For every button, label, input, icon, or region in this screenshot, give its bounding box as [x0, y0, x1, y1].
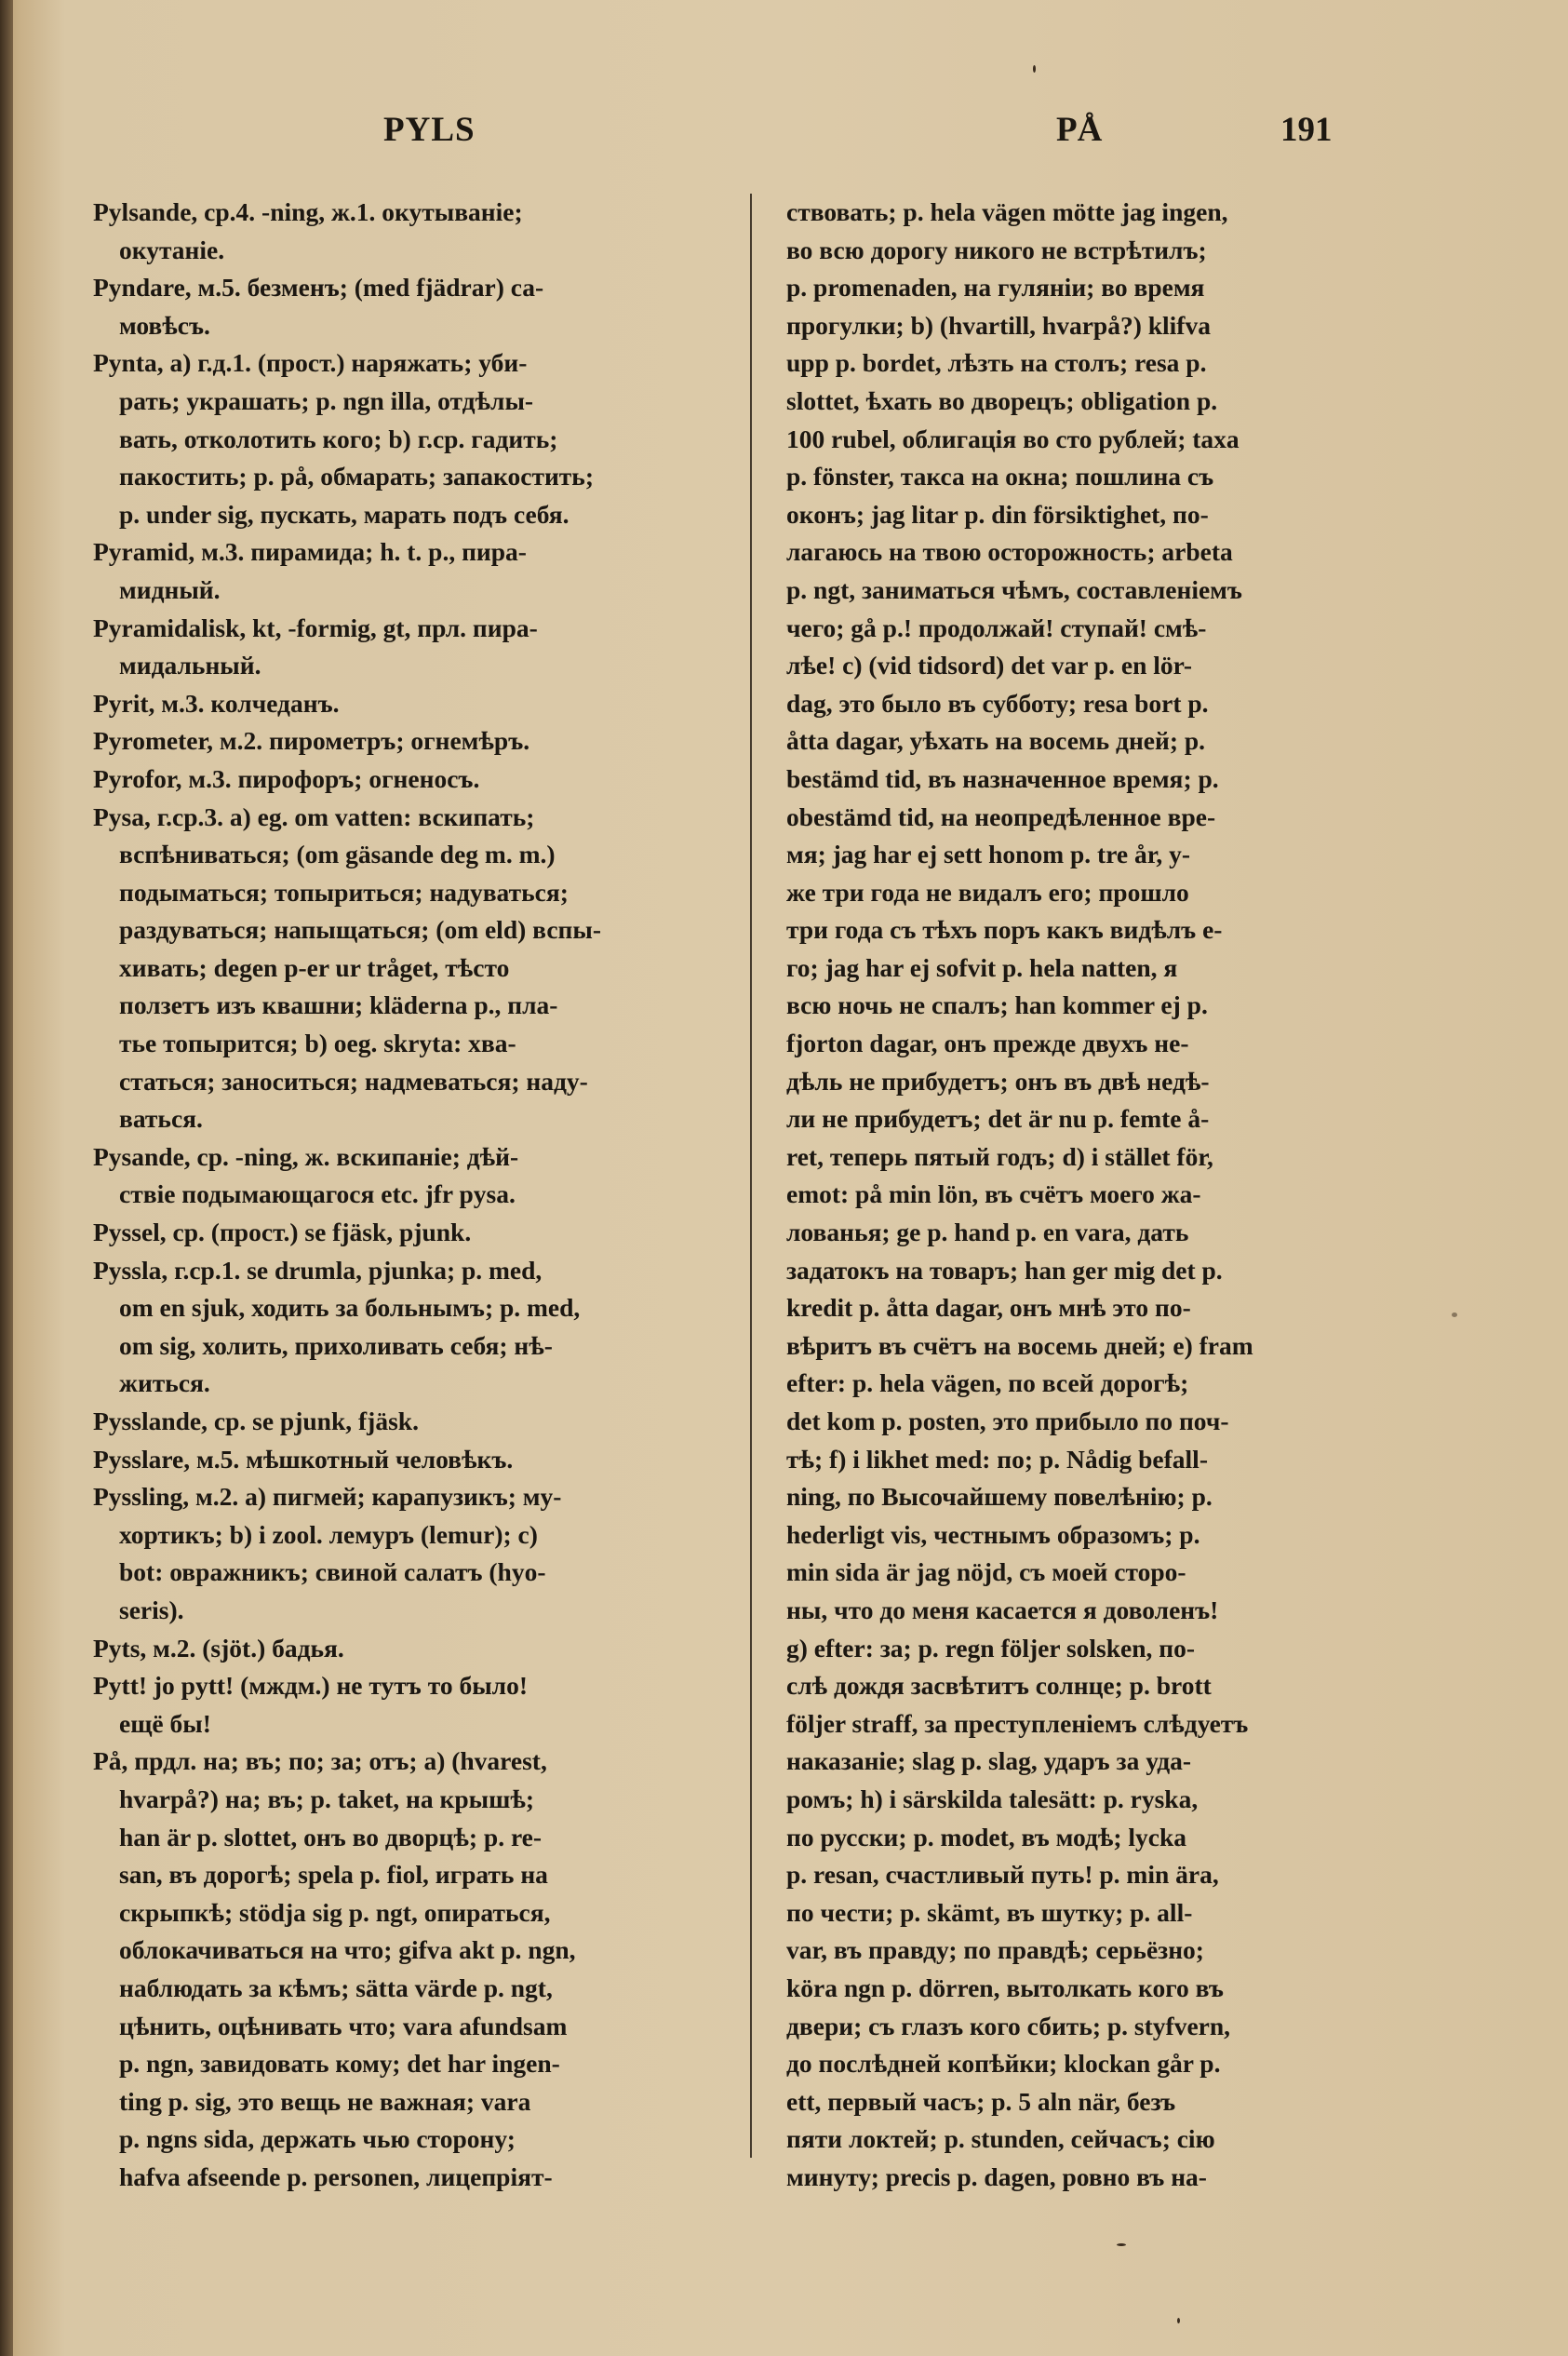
entry-continuation-line: p. fönster, такса на окна; пошлина съ: [786, 462, 1214, 491]
entry-continuation-line: слѣ дождя засвѣтитъ солнце; p. brott: [786, 1671, 1212, 1701]
entry-continuation-line: же три года не видалъ его; прошло: [786, 877, 1189, 907]
entry-headword-line: Pytt! jo pytt! (мждм.) не тутъ то было!: [93, 1671, 529, 1701]
entry-continuation-line: наказаніе; slag p. slag, ударъ за уда-: [786, 1746, 1192, 1776]
page-speck: [1033, 65, 1036, 73]
entry-headword-line: Pysa, г.ср.3. a) eg. om vatten: вскипать;: [93, 801, 535, 831]
entry-continuation-line: köra ngn p. dörren, вытолкать кого въ: [786, 1972, 1224, 2002]
header-right-word: PÅ: [1056, 111, 1103, 149]
entry-headword-line: Pyrofor, м.3. пирофоръ; огненосъ.: [93, 763, 480, 793]
entry-continuation-line: хортикъ; b) i zool. лемуръ (lemur); c): [119, 1519, 538, 1549]
entry-headword-line: Pyndare, м.5. безменъ; (med fjädrar) са-: [93, 273, 544, 303]
entry-headword-line: Pysande, ср. -ning, ж. вскипаніе; дѣй-: [93, 1141, 519, 1171]
entry-continuation-line: по чести; p. skämt, въ шутку; p. all-: [786, 1897, 1193, 1927]
entry-continuation-line: ещё бы!: [119, 1708, 211, 1738]
entry-continuation-line: bot: овражникъ; свиной салатъ (hyo-: [119, 1557, 546, 1587]
entry-headword-line: Pyrit, м.3. колчеданъ.: [93, 688, 340, 718]
entry-continuation-line: ting p. sig, это вещь не важная; vara: [119, 2086, 531, 2116]
entry-headword-line: Pyrometer, м.2. пирометръ; огнемѣръ.: [93, 726, 530, 756]
entry-continuation-line: до послѣдней копѣйки; klockan går p.: [786, 2049, 1221, 2079]
entry-headword-line: Pyramidalisk, kt, -formig, gt, прл. пира-: [93, 613, 538, 642]
page-speck: [1117, 2243, 1126, 2246]
entry-continuation-line: рать; украшать; p. ngn illa, отдѣлы-: [119, 385, 534, 415]
entry-continuation-line: min sida är jag nöjd, съ моей сторо-: [786, 1557, 1186, 1587]
entry-continuation-line: ромъ; h) i särskilda talesätt: p. ryska,: [786, 1784, 1199, 1813]
entry-continuation-line: чего; gå p.! продолжай! ступай! смѣ-: [786, 613, 1207, 642]
entry-headword-line: Pyssla, г.ср.1. se drumla, pjunka; p. med,: [93, 1255, 543, 1285]
running-header: [93, 110, 1340, 166]
left-column: [93, 194, 728, 2196]
entry-continuation-line: цѣнить, оцѣнивать что; vara afundsam: [119, 2011, 568, 2040]
entry-continuation-line: emot: på min lön, въ счётъ моего жа-: [786, 1179, 1201, 1209]
entry-continuation-line: мя; jag har ej sett honom p. tre år, у-: [786, 840, 1191, 869]
entry-continuation-line: det kom p. posten, это прибыло по поч-: [786, 1407, 1229, 1435]
entry-continuation-line: лагаюсь на твою осторожность; arbeta: [786, 537, 1233, 567]
page-speck: [1177, 2318, 1180, 2323]
entry-continuation-line: хивать; degen p-er ur tråget, тѣсто: [119, 952, 510, 982]
entry-continuation-line: ползетъ изъ квашни; kläderna p., пла-: [119, 990, 558, 1020]
entry-headword-line: Pynta, a) г.д.1. (прост.) наряжать; уби-: [93, 348, 528, 378]
entry-continuation-line: ваться.: [119, 1104, 203, 1134]
page-number: 191: [1280, 111, 1333, 149]
entry-continuation-line: p. ngns sida, держать чью сторону;: [119, 2124, 516, 2154]
entry-continuation-line: ett, первый часъ; p. 5 aln när, безъ: [786, 2086, 1176, 2116]
book-binding-edge: [0, 0, 13, 2356]
entry-continuation-line: наблюдать за кѣмъ; sätta värde p. ngt,: [119, 1972, 553, 2002]
entry-continuation-line: hvarpå?) на; въ; p. taket, на крышѣ;: [119, 1784, 535, 1813]
entry-continuation-line: p. resan, счастливый путь! p. min ära,: [786, 1860, 1219, 1890]
entry-continuation-line: мидный.: [119, 574, 221, 604]
entry-continuation-line: p. promenaden, на гуляніи; во время: [786, 273, 1205, 303]
entry-continuation-line: вать, отколотить кого; b) г.ср. гадить;: [119, 424, 558, 453]
entry-continuation-line: всю ночь не спалъ; han kommer ej p.: [786, 990, 1208, 1020]
entry-continuation-line: p. ngn, завидовать кому; det har ingen-: [119, 2049, 560, 2079]
entry-continuation-line: житься.: [119, 1368, 210, 1398]
entry-headword-line: Pylsande, ср.4. -ning, ж.1. окутываніе;: [93, 197, 523, 226]
entry-continuation-line: прогулки; b) (hvartill, hvarpå?) klifva: [786, 310, 1211, 340]
entry-continuation-line: го; jag har ej sofvit p. hela natten, я: [786, 952, 1178, 982]
page-speck: [1452, 1313, 1457, 1317]
entry-continuation-line: efter: p. hela vägen, по всей дорогѣ;: [786, 1368, 1189, 1398]
entry-continuation-line: ны, что до меня касается я доволенъ!: [786, 1595, 1219, 1624]
entry-continuation-line: оконъ; jag litar p. din försiktighet, по-: [786, 499, 1209, 529]
entry-continuation-line: мидальный.: [119, 651, 261, 680]
entry-continuation-line: kredit p. åtta dagar, онъ мнѣ это по-: [786, 1293, 1191, 1323]
entry-continuation-line: подыматься; топыриться; надуваться;: [119, 877, 569, 907]
entry-continuation-line: раздуваться; напыщаться; (om eld) вспы-: [119, 915, 602, 945]
entry-continuation-line: лованья; ge p. hand p. en vara, дать: [786, 1218, 1189, 1247]
column-divider: [750, 194, 752, 2158]
entry-continuation-line: статься; заноситься; надмеваться; наду-: [119, 1066, 588, 1096]
entry-continuation-line: по русски; p. modet, въ модѣ; lycka: [786, 1822, 1187, 1851]
entry-continuation-line: 100 rubel, облигація во сто рублей; taxa: [786, 424, 1240, 453]
entry-continuation-line: три года съ тѣхъ поръ какъ видѣлъ е-: [786, 915, 1223, 945]
right-column: [786, 194, 1387, 2196]
entry-continuation-line: задатокъ на товаръ; han ger mig det p.: [786, 1255, 1223, 1285]
entry-continuation-line: скрыпкѣ; stödja sig p. ngt, опираться,: [119, 1897, 551, 1927]
entry-continuation-line: bestämd tid, въ назначенное время; p.: [786, 763, 1219, 793]
entry-continuation-line: ствіе подымающагося etc. jfr pysa.: [119, 1179, 516, 1209]
entry-continuation-line: облокачиваться на что; gifva akt p. ngn,: [119, 1935, 576, 1965]
entry-continuation-line: upp p. bordet, лѣзть на столъ; resa p.: [786, 348, 1207, 378]
entry-continuation-line: g) efter: за; p. regn följer solsken, по-: [786, 1633, 1196, 1663]
entry-headword-line: Pysslande, ср. se pjunk, fjäsk.: [93, 1407, 419, 1435]
entry-continuation-line: fjorton dagar, онъ прежде двухъ не-: [786, 1029, 1189, 1058]
entry-continuation-line: slottet, ѣхать во дворецъ; obligation p.: [786, 385, 1218, 415]
entry-continuation-line: seris).: [119, 1595, 184, 1624]
entry-continuation-line: obestämd tid, на неопредѣленное вре-: [786, 801, 1216, 831]
entry-continuation-line: ning, по Высочайшему повелѣнію; p.: [786, 1482, 1213, 1512]
entry-headword-line: På, прдл. на; въ; по; за; отъ; a) (hvarest,: [93, 1746, 547, 1776]
entry-continuation-line: мовѣсъ.: [119, 310, 210, 340]
entry-headword-line: Pyramid, м.3. пирамида; h. t. p., пира-: [93, 537, 527, 567]
entry-continuation-line: om sig, холить, прихоливать себя; нѣ-: [119, 1330, 553, 1360]
entry-continuation-line: вспѣниваться; (om gäsande deg m. m.): [119, 840, 556, 869]
entry-continuation-line: ли не прибудетъ; det är nu p. femte å-: [786, 1104, 1210, 1134]
entry-continuation-line: вѣритъ въ счётъ на восемь дней; e) fram: [786, 1330, 1253, 1360]
entry-continuation-line: åtta dagar, уѣхать на восемь дней; p.: [786, 726, 1206, 756]
entry-continuation-line: om en sjuk, ходить за больнымъ; p. med,: [119, 1293, 581, 1323]
entry-continuation-line: dag, это было въ субботу; resa bort p.: [786, 688, 1209, 718]
entry-continuation-line: ствовать; p. hela vägen mötte jag ingen,: [786, 197, 1228, 226]
entry-continuation-line: тье топырится; b) oeg. skryta: хва-: [119, 1029, 516, 1058]
entry-continuation-line: hederligt vis, честнымъ образомъ; p.: [786, 1519, 1200, 1549]
entry-continuation-line: лѣе! c) (vid tidsord) det var p. en lör-: [786, 651, 1192, 680]
entry-continuation-line: han är p. slottet, онъ во дворцѣ; p. re-: [119, 1822, 543, 1851]
entry-continuation-line: пяти локтей; p. stunden, сейчасъ; сію: [786, 2124, 1215, 2154]
entry-headword-line: Pyssel, ср. (прост.) se fjäsk, pjunk.: [93, 1218, 472, 1247]
entry-continuation-line: var, въ правду; по правдѣ; серьёзно;: [786, 1935, 1204, 1965]
entry-continuation-line: двери; съ глазъ кого сбить; p. styfvern,: [786, 2011, 1231, 2040]
entry-headword-line: Pyts, м.2. (sjöt.) бадья.: [93, 1633, 344, 1663]
entry-continuation-line: hafva afseende p. personen, лицепріят-: [119, 2161, 553, 2191]
entry-continuation-line: во всю дорогу никого не встрѣтилъ;: [786, 235, 1207, 264]
entry-continuation-line: p. ngt, заниматься чѣмъ, составленіемъ: [786, 574, 1242, 604]
entry-headword-line: Pyssling, м.2. a) пигмей; карапузикъ; му-: [93, 1482, 562, 1512]
entry-continuation-line: дѣль не прибудетъ; онъ въ двѣ недѣ-: [786, 1066, 1210, 1096]
entry-continuation-line: окутаніе.: [119, 235, 225, 264]
entry-continuation-line: тѣ; f) i likhet med: по; p. Nådig befall-: [786, 1444, 1208, 1474]
entry-continuation-line: san, въ дорогѣ; spela p. fiol, играть на: [119, 1860, 548, 1890]
entry-continuation-line: пакостить; p. på, обмарать; запакостить;: [119, 462, 594, 491]
entry-continuation-line: ret, теперь пятый годъ; d) i stället för,: [786, 1141, 1213, 1171]
entry-continuation-line: минуту; precis p. dagen, ровно въ на-: [786, 2161, 1207, 2191]
entry-continuation-line: följer straff, за преступленіемъ слѣдуетъ: [786, 1708, 1249, 1738]
header-left-word: PYLS: [383, 111, 476, 149]
entry-continuation-line: p. under sig, пускать, марать подъ себя.: [119, 499, 570, 529]
entry-headword-line: Pysslare, м.5. мѣшкотный человѣкъ.: [93, 1444, 514, 1474]
